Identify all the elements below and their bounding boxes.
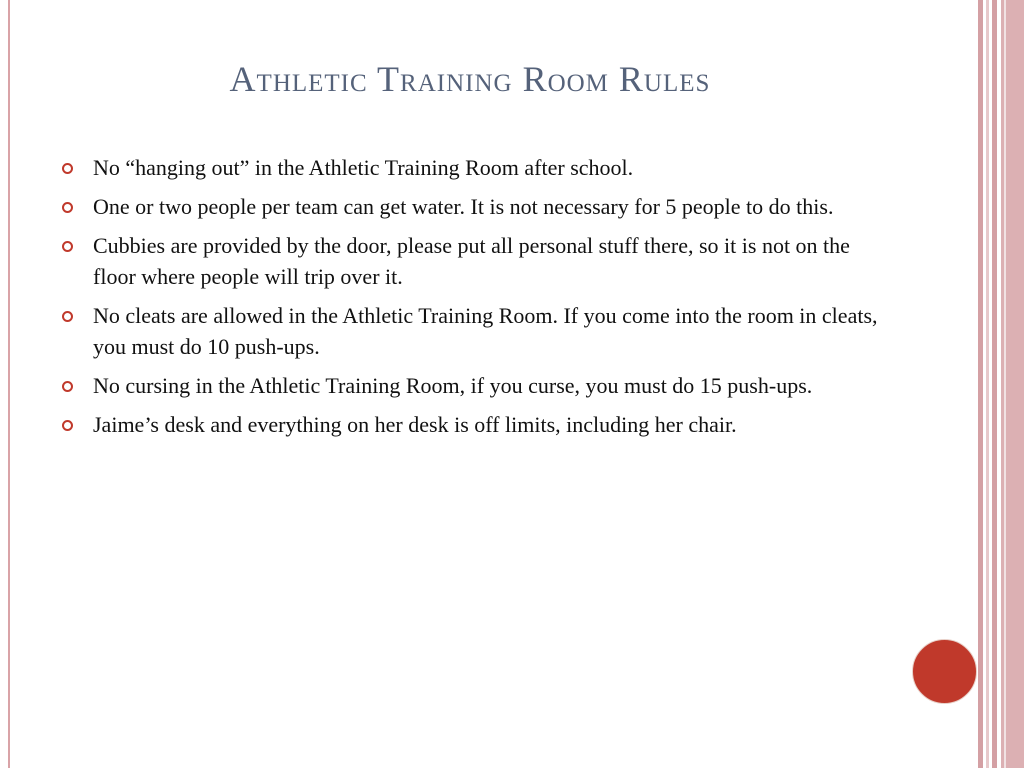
hollow-circle-bullet-icon xyxy=(62,241,73,252)
slide-title: Athletic Training Room Rules xyxy=(229,59,711,99)
list-item-text: No cursing in the Athletic Training Room, if you curse, you must do 15 push-ups. xyxy=(93,373,813,398)
hollow-circle-bullet-icon xyxy=(62,420,73,431)
right-border-stripe xyxy=(992,0,997,768)
list-item xyxy=(62,230,892,292)
red-circle-decoration xyxy=(912,639,977,704)
left-border-line xyxy=(8,0,10,768)
hollow-circle-bullet-icon xyxy=(62,381,73,392)
hollow-circle-bullet-icon xyxy=(62,311,73,322)
right-border-stripe xyxy=(1004,0,1006,768)
list-item xyxy=(62,191,892,222)
list-item-text: Jaime’s desk and everything on her desk is off limits, including her chair. xyxy=(93,412,737,437)
list-item-text: No cleats are allowed in the Athletic Training Room. If you come into the room in cleats, you must do 10 push-ups. xyxy=(93,303,878,359)
hollow-circle-bullet-icon xyxy=(62,163,73,174)
list-item xyxy=(62,370,892,401)
list-item-text: No “hanging out” in the Athletic Training Room after school. xyxy=(93,155,634,180)
list-item-text: One or two people per team can get water. It is not necessary for 5 people to do this. xyxy=(93,194,834,219)
rules-list xyxy=(62,152,892,448)
list-item xyxy=(62,300,892,362)
hollow-circle-bullet-icon xyxy=(62,202,73,213)
right-border-stripe xyxy=(986,0,989,768)
list-item xyxy=(62,409,892,440)
list-item-text: Cubbies are provided by the door, please put all personal stuff there, so it is not on the floor where people will trip over it. xyxy=(93,233,850,289)
right-border-stripe xyxy=(978,0,983,768)
list-item xyxy=(62,152,892,183)
